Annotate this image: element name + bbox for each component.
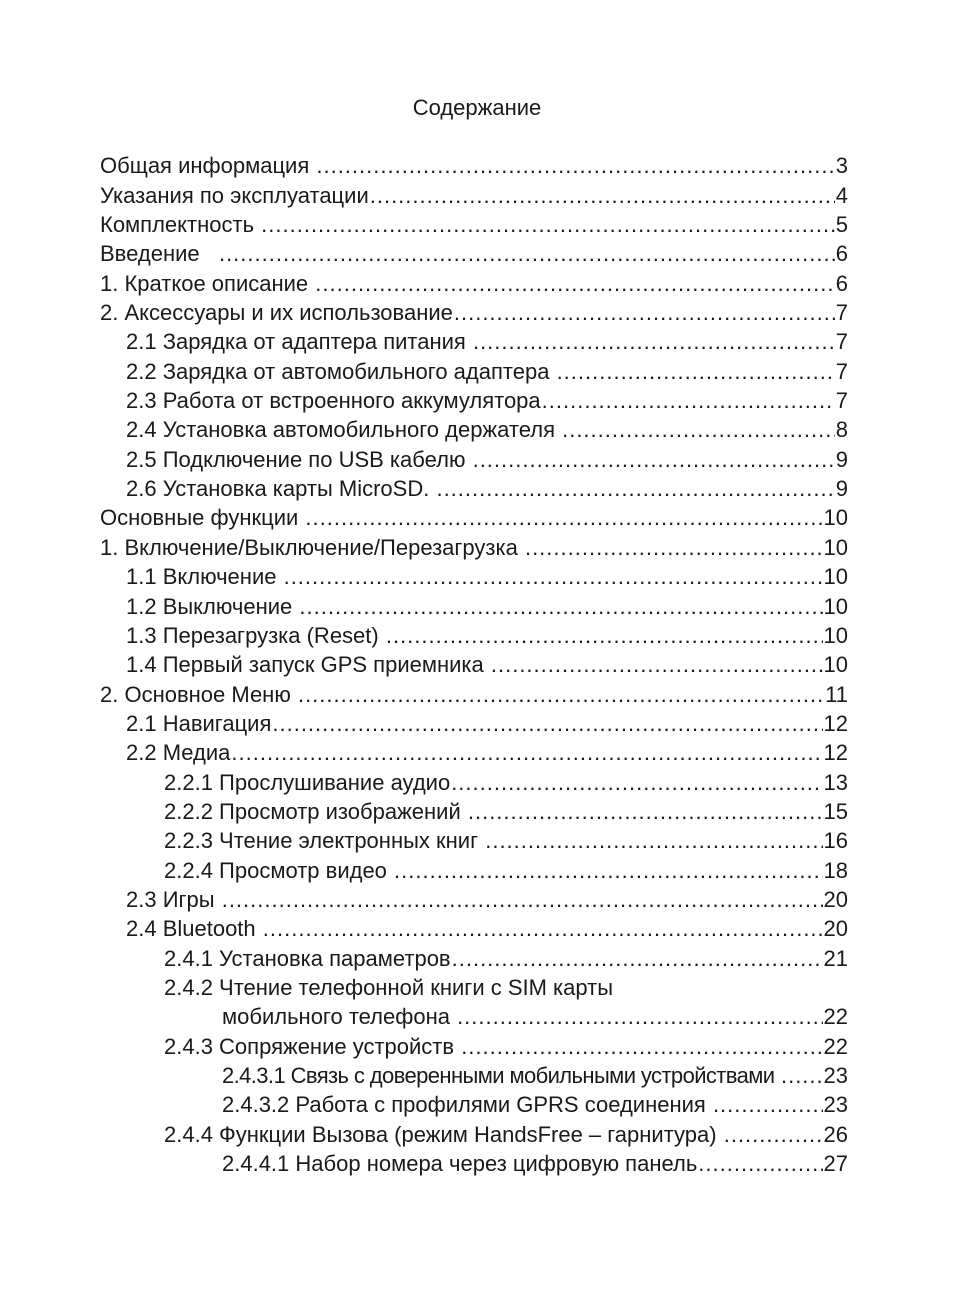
toc-entry-title: 2.1 Навигация: [126, 710, 272, 736]
toc-entry-title: 2.4.3 Сопряжение устройств: [164, 1033, 461, 1059]
toc-entry-page: 9: [835, 446, 848, 472]
toc-entry: [100, 738, 848, 767]
toc-entry-title: 2.3 Работа от встроенного аккумулятора: [126, 388, 541, 414]
toc-dot-leader: [219, 240, 835, 268]
toc-entry-page: 6: [835, 270, 848, 296]
toc-entry-page: 20: [823, 886, 848, 912]
toc-entry-page: 18: [823, 857, 848, 883]
toc-entry: [100, 239, 848, 268]
toc-entry-page: 7: [835, 358, 848, 384]
toc-entry-page: 10: [823, 652, 848, 678]
toc-entry-title: 2.4.3.1 Связь с доверенными мобильными устройствами: [222, 1063, 780, 1088]
toc-entry: [100, 797, 848, 826]
toc-entry: [100, 386, 848, 415]
toc-entry-title: 2.3 Игры: [126, 886, 221, 912]
toc-entry-page: 11: [825, 681, 848, 707]
toc-entry-page: 10: [823, 622, 848, 648]
toc-dot-leader: [713, 1091, 823, 1119]
toc-entry-page: 10: [823, 593, 848, 619]
toc-dot-leader: [698, 1150, 822, 1178]
toc-entry: [100, 1002, 848, 1031]
toc-dot-leader: [272, 710, 822, 738]
page-title: Содержание: [412, 95, 542, 120]
toc-dot-leader: [263, 915, 823, 943]
toc-entry-page: 4: [835, 182, 848, 208]
toc-dot-leader: [298, 681, 824, 709]
toc-entry-page: 6: [835, 241, 848, 267]
toc-entry: [100, 767, 848, 796]
toc-entry-page: 10: [823, 534, 848, 560]
toc-dot-leader: [562, 416, 835, 444]
toc-entry-title: 2.4 Bluetooth: [126, 916, 262, 942]
toc-entry: [100, 1090, 848, 1119]
toc-dot-leader: [525, 534, 823, 562]
toc-entry: [100, 444, 848, 473]
toc-dot-leader: [370, 182, 835, 210]
toc-dot-leader: [231, 739, 822, 767]
toc-entry-title: 2.4.4.1 Набор номера через цифровую панель: [222, 1151, 698, 1177]
toc-dot-leader: [457, 1003, 822, 1031]
toc-dot-leader: [284, 563, 823, 591]
toc-entry-page: 7: [835, 300, 848, 326]
toc-entry: [100, 356, 848, 385]
toc-entry: [100, 210, 848, 239]
toc-entry-page: 16: [823, 828, 848, 854]
toc-entry-title: Указания по эксплуатации: [100, 182, 369, 208]
toc-dot-leader: [473, 446, 835, 474]
toc-entry-page: 23: [823, 1092, 848, 1118]
toc-entry-page: 7: [835, 329, 848, 355]
toc-entry-title: 1.4 Первый запуск GPS приемника: [126, 652, 490, 678]
toc-entry-page: 22: [823, 1004, 848, 1030]
toc-entry: [100, 1149, 848, 1178]
toc-dot-leader: [316, 152, 834, 180]
toc-entry: [100, 709, 848, 738]
toc-entry: [100, 621, 848, 650]
toc-entry-title: 2.2.1 Прослушивание аудио: [164, 769, 451, 795]
toc-entry: [100, 562, 848, 591]
toc-dot-leader: [394, 857, 822, 885]
toc-entry-page: 9: [835, 476, 848, 502]
toc-dot-leader: [454, 299, 835, 327]
toc-entry-title: 2.5 Подключение по USB кабелю: [126, 446, 472, 472]
toc-entry-page: 13: [823, 769, 848, 795]
toc-dot-leader: [542, 387, 835, 415]
toc-entry-title: Основные функции: [100, 505, 305, 531]
toc-entry: [100, 532, 848, 561]
toc-entry-title: 2. Основное Меню: [100, 681, 297, 707]
toc-entry-title: Общая информация: [100, 153, 316, 179]
toc-entry-title: 2.4.1 Установка параметров: [164, 945, 451, 971]
toc-entry: [100, 943, 848, 972]
toc-entry: [100, 826, 848, 855]
toc-dot-leader: [451, 769, 822, 797]
toc-entry: [100, 885, 848, 914]
toc-dot-leader: [557, 358, 835, 386]
toc-entry-title: 2.4 Установка автомобильного держателя: [126, 417, 562, 443]
toc-dot-leader: [491, 651, 823, 679]
toc-entry: [100, 1061, 848, 1090]
toc-entry: [100, 415, 848, 444]
toc-dot-leader: [222, 886, 823, 914]
toc-dot-leader: [461, 1033, 822, 1061]
toc-dot-leader: [452, 945, 823, 973]
toc-entry-page: 22: [823, 1033, 848, 1059]
toc-entry-page: 21: [823, 945, 848, 971]
toc-entry-page: 20: [823, 916, 848, 942]
toc-entry-title: 2.2.3 Чтение электронных книг: [164, 828, 485, 854]
toc-entry-page: 12: [823, 710, 848, 736]
toc-entry-page: 8: [835, 417, 848, 443]
toc-entry-title: мобильного телефона: [222, 1004, 457, 1030]
toc-entry-page: 5: [835, 212, 848, 238]
toc-entry-title: 1.3 Перезагрузка (Reset): [126, 622, 385, 648]
toc-entry-page: 27: [823, 1151, 848, 1177]
toc-entry-page: 7: [835, 388, 848, 414]
table-of-contents: [100, 151, 848, 1178]
toc-entry-title: 2.2 Медиа: [126, 740, 231, 766]
toc-entry-title: 2.6 Установка карты MicroSD.: [126, 476, 436, 502]
toc-entry-title: 1. Краткое описание: [100, 270, 315, 296]
toc-entry: [100, 298, 848, 327]
toc-entry-title: 1.1 Включение: [126, 564, 283, 590]
toc-entry-page: 23: [823, 1063, 848, 1088]
toc-dot-leader: [315, 270, 834, 298]
toc-entry: [100, 268, 848, 297]
toc-dot-leader: [724, 1121, 823, 1149]
toc-entry: [100, 503, 848, 532]
toc-entry: [100, 914, 848, 943]
toc-dot-leader: [305, 504, 822, 532]
toc-entry-title: 2.4.4 Функции Вызова (режим HandsFree – гарнитура): [164, 1121, 723, 1147]
toc-entry-title: 2.4.2 Чтение телефонной книги с SIM карты: [164, 974, 614, 1000]
toc-entry: [100, 474, 848, 503]
toc-entry-title: 2. Аксессуары и их использование: [100, 300, 453, 326]
toc-dot-leader: [473, 328, 835, 356]
toc-entry-title: 1. Включение/Выключение/Перезагрузка: [100, 534, 524, 560]
toc-entry-page: 10: [823, 505, 848, 531]
toc-entry-title: 2.2.4 Просмотр видео: [164, 857, 394, 883]
toc-entry: [100, 180, 848, 209]
toc-entry: [100, 855, 848, 884]
toc-entry-title: 2.4.3.2 Работа с профилями GPRS соединения: [222, 1092, 712, 1118]
toc-entry-page: 15: [823, 798, 848, 824]
toc-entry: [100, 591, 848, 620]
toc-dot-leader: [485, 827, 822, 855]
toc-entry: [100, 650, 848, 679]
toc-entry: [100, 151, 848, 180]
toc-entry-title: 2.2.2 Просмотр изображений: [164, 798, 467, 824]
toc-dot-leader: [386, 622, 823, 650]
toc-dot-leader: [261, 211, 835, 239]
toc-dot-leader: [299, 593, 822, 621]
toc-entry: [100, 1031, 848, 1060]
toc-entry-title: 2.1 Зарядка от адаптера питания: [126, 329, 472, 355]
toc-dot-leader: [436, 475, 834, 503]
toc-entry-page: 12: [823, 740, 848, 766]
toc-entry-page: 10: [823, 564, 848, 590]
toc-dot-leader: [468, 798, 823, 826]
toc-entry: [100, 1119, 848, 1148]
toc-entry: [100, 679, 848, 708]
toc-dot-leader: [781, 1062, 823, 1090]
toc-entry-title: Комплектность: [100, 212, 261, 238]
toc-entry-page: 26: [823, 1121, 848, 1147]
toc-entry-title: Введение: [100, 241, 218, 267]
toc-entry: [100, 327, 848, 356]
toc-entry: [100, 973, 848, 1002]
toc-entry-page: 3: [835, 153, 848, 179]
toc-entry-title: 1.2 Выключение: [126, 593, 299, 619]
toc-entry-title: 2.2 Зарядка от автомобильного адаптера: [126, 358, 556, 384]
